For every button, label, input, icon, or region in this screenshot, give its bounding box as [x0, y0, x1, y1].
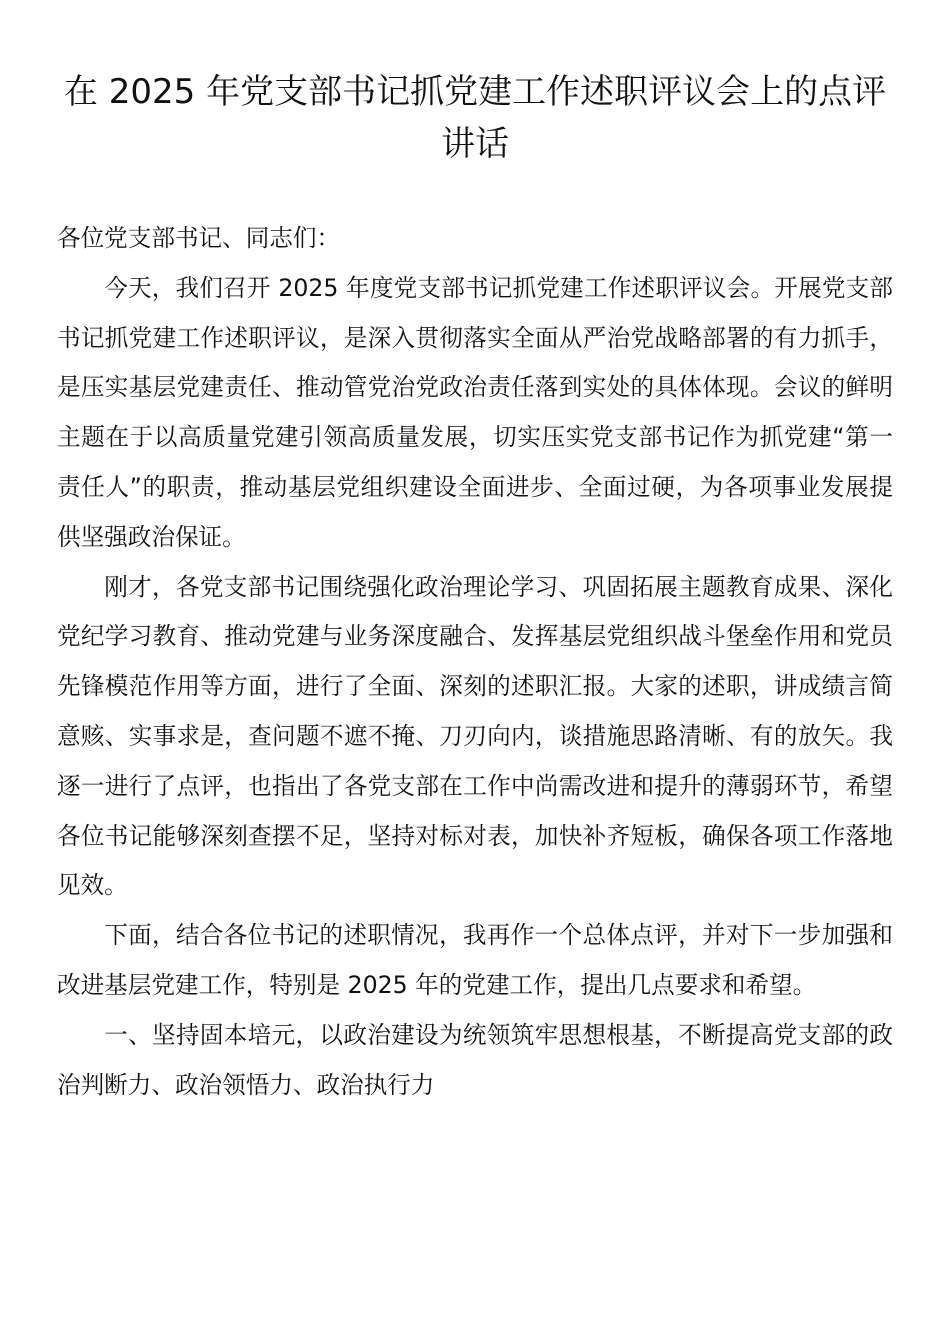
- document-page: [57, 66, 893, 1110]
- paragraph-review: 刚才，各党支部书记围绕强化政治理论学习、巩固拓展主题教育成果、深化党纪学习教育、推动党建与业务深度融合、发挥基层党组织战斗堡垒作用和党员先锋模范作用等方面，进行了全面、深刻的述职汇报。大家的述职，讲成绩言简意赅、实事求是，查问题不遮不掩、刀刃向内，谈措施思路清晰、有的放矢。我逐一进行了点评，也指出了各党支部在工作中尚需改进和提升的薄弱环节，希望各位书记能够深刻查摆不足，坚持对标对表，加快补齐短板，确保各项工作落地见效。: [57, 572, 893, 900]
- salutation: 各位党支部书记、同志们：: [57, 224, 341, 252]
- document-title: 在 2025 年党支部书记抓党建工作述职评议会上的点评讲话: [63, 72, 887, 164]
- paragraph-transition: 下面，结合各位书记的述职情况，我再作一个总体点评，并对下一步加强和改进基层党建工作，特别是 2025 年的党建工作，提出几点要求和希望。: [57, 921, 893, 999]
- paragraph-opening: 今天，我们召开 2025 年度党支部书记抓党建工作述职评议会。开展党支部书记抓党建工作述职评议，是深入贯彻落实全面从严治党战略部署的有力抓手，是压实基层党建责任、推动管党治党政治责任落到实处的具体体现。会议的鲜明主题在于以高质量党建引领高质量发展，切实压实党支部书记作为抓党建“第一责任人”的职责，推动基层党组织建设全面进步、全面过硬，为各项事业发展提供坚强政治保证。: [57, 273, 893, 551]
- section-heading-one: 一、坚持固本培元，以政治建设为统领筑牢思想根基，不断提高党支部的政治判断力、政治领悟力、政治执行力: [57, 1020, 893, 1099]
- document-body: [57, 214, 893, 1110]
